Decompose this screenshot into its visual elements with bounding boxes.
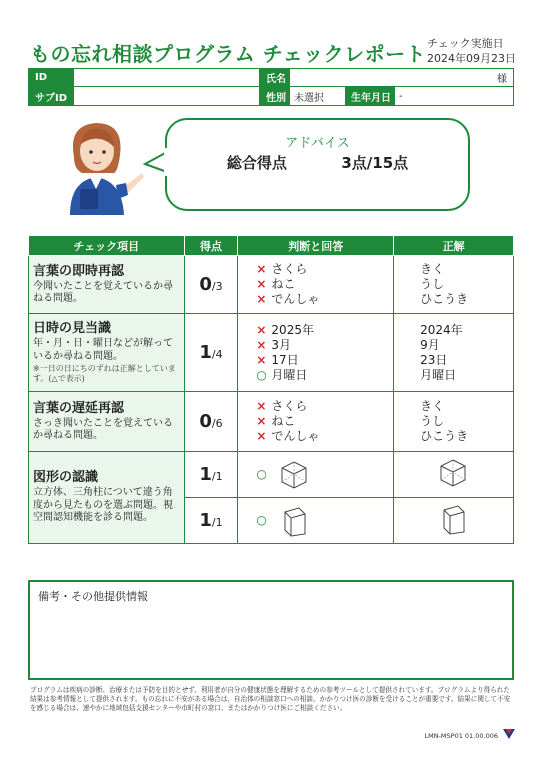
- answer-line: × ねこ: [256, 277, 296, 291]
- score-cell: [184, 256, 238, 314]
- date-block: [427, 36, 516, 66]
- advice-bubble: [165, 118, 470, 211]
- answer-line: × でんしゃ: [256, 292, 320, 306]
- document-code: LMN-MSP01 01.00.006: [424, 732, 498, 740]
- score-value: 0: [199, 274, 212, 295]
- correct-cell: [394, 498, 514, 544]
- answers-cell: [238, 498, 394, 544]
- table-row: [29, 392, 514, 452]
- bubble-tail-mask: [164, 148, 170, 176]
- sex-value: 未選択: [294, 92, 324, 104]
- subid-value: [74, 87, 260, 105]
- answers-cell: [238, 256, 394, 314]
- answer-line: ○ 月曜日: [256, 367, 308, 382]
- dob-value: -: [399, 90, 403, 102]
- id-value: [74, 69, 260, 86]
- correct-cell: [394, 452, 514, 498]
- total-score: [167, 152, 468, 173]
- sex-label: 性別: [260, 87, 290, 105]
- score-max: /4: [211, 348, 223, 361]
- item-title: 図形の認識: [33, 470, 99, 486]
- cube-icon: [438, 458, 468, 488]
- answer-line: × さくら: [256, 399, 308, 413]
- score-value: 1: [199, 464, 212, 485]
- answer-line: × ねこ: [256, 414, 296, 428]
- table-row: [29, 314, 514, 392]
- circle-icon: ○: [256, 467, 267, 481]
- item-note: ※一日の日にちのずれは正解としています。(△で表示): [33, 364, 176, 383]
- answer-line: × 17日: [256, 352, 299, 367]
- header-score: 得点: [184, 236, 238, 256]
- info-row-1: [29, 69, 513, 87]
- cross-icon: ×: [256, 399, 267, 413]
- id-label: ID: [29, 69, 74, 86]
- score-value: 1: [199, 510, 212, 531]
- table-row: [29, 452, 514, 498]
- score-cell: [184, 314, 238, 392]
- prism-icon: [438, 502, 468, 536]
- correct-cell: きく うし ひこうき: [394, 256, 514, 314]
- cube-icon: [279, 460, 309, 490]
- check-item-cell: [29, 392, 185, 452]
- prism-icon: [279, 504, 309, 538]
- answer-line: × でんしゃ: [256, 429, 320, 443]
- score-max: /6: [211, 417, 223, 430]
- footer-disclaimer: プログラムは疾病の診断、治療または予防を目的とせず、利用者が自分の健康状態を理解するための参考ツールとして提供されています。プログラムより得られた結果は参考情報として提供されます。もの忘れに不安がある場合は、自治体の相談窓口への相談、かかりつけ医の診断を受けることが重要です。結果に関して不安を感じる場合は、速やかに地域包括支援センターや市町村の窓口、またはかかりつけ医にご相談ください。: [30, 686, 511, 712]
- circle-icon: ○: [256, 513, 267, 527]
- cross-icon: ×: [256, 277, 267, 291]
- answer-line: × さくら: [256, 262, 308, 276]
- remarks-box: [28, 580, 514, 680]
- score-cell: [184, 498, 238, 544]
- item-description: 今聞いたことを覚えているか尋ねる問題。: [33, 280, 173, 304]
- correct-cell: 2024年 9月 23日 月曜日: [394, 314, 514, 392]
- remarks-label: 備考・その他提供情報: [38, 590, 148, 603]
- date-value: 2024年09月23日: [427, 52, 516, 65]
- score-max: /3: [211, 280, 223, 293]
- check-item-cell: [29, 452, 185, 544]
- score-max: /1: [211, 516, 223, 529]
- cross-icon: ×: [256, 292, 267, 306]
- name-value: [290, 69, 513, 86]
- header-answers: 判断と回答: [238, 236, 394, 256]
- item-title: 言葉の即時再認: [33, 263, 125, 279]
- correct-cell: きく うし ひこうき: [394, 392, 514, 452]
- answer-line: [256, 504, 393, 538]
- dob-label: 生年月日: [345, 87, 395, 105]
- cross-icon: ×: [256, 337, 267, 352]
- subid-label: サブID: [29, 87, 74, 105]
- score-max: /1: [211, 470, 223, 483]
- report-title: もの忘れ相談プログラム チェックレポート: [30, 42, 427, 66]
- total-score-label: 総合得点: [226, 154, 287, 172]
- patient-info-table: [28, 68, 514, 106]
- check-item-cell: [29, 256, 185, 314]
- score-value: 1: [199, 342, 212, 363]
- item-title: 日時の見当識: [33, 321, 112, 336]
- advice-label: アドバイス: [285, 136, 350, 151]
- answers-cell: [238, 314, 394, 392]
- cross-icon: ×: [256, 414, 267, 428]
- score-cell: [184, 392, 238, 452]
- date-label: チェック実施日: [427, 37, 504, 50]
- answers-cell: [238, 452, 394, 498]
- table-header-row: [29, 236, 514, 256]
- answer-line: [256, 460, 393, 490]
- cross-icon: ×: [256, 322, 267, 337]
- item-description: さっき聞いたことを覚えているか尋ねる問題。: [33, 417, 173, 441]
- brand-logo-icon: [502, 726, 516, 740]
- header-check-item: チェック項目: [29, 236, 185, 256]
- cross-icon: ×: [256, 262, 267, 276]
- item-description: 年・月・日・曜日などが解っているか尋ねる問題。: [33, 338, 173, 362]
- check-results-table: [28, 235, 514, 544]
- answer-line: × 2025年: [256, 322, 314, 337]
- circle-icon: ○: [256, 367, 267, 382]
- name-suffix: 様: [497, 74, 507, 85]
- answer-line: × 3月: [256, 337, 292, 352]
- item-title: 言葉の遅延再認: [33, 400, 125, 416]
- check-item-cell: [29, 314, 185, 392]
- info-row-2: [29, 87, 513, 105]
- cross-icon: ×: [256, 352, 267, 367]
- header-correct: 正解: [394, 236, 514, 256]
- table-row: [29, 256, 514, 314]
- total-score-value: 3点/15点: [341, 154, 409, 172]
- answers-cell: [238, 392, 394, 452]
- item-description: 立方体、三角柱について違う角度から見たものを選ぶ問題。視空間認知機能を診る問題。: [33, 487, 173, 524]
- score-cell: [184, 452, 238, 498]
- score-value: 0: [199, 411, 212, 432]
- advisor-avatar: [56, 115, 146, 215]
- cross-icon: ×: [256, 429, 267, 443]
- name-label: 氏名: [260, 69, 290, 86]
